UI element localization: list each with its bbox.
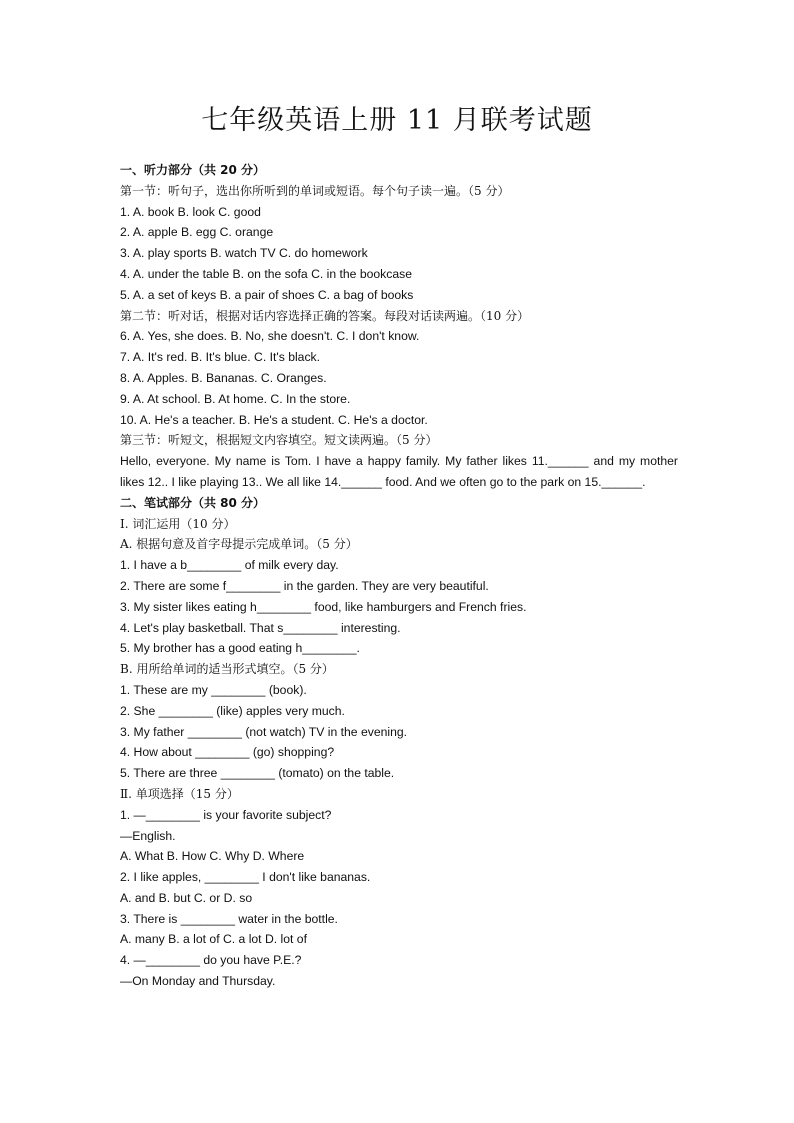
listening-heading: 一、听力部分（共 20 分） bbox=[120, 163, 266, 177]
answer-line: —On Monday and Thursday. bbox=[120, 974, 276, 989]
vocab-a-instruction: A. 根据句意及首字母提示完成单词。（5 分） bbox=[120, 537, 358, 552]
options-line: A. and B. but C. or D. so bbox=[120, 890, 253, 905]
question-line: 3. There is ________ water in the bottle. bbox=[120, 911, 338, 926]
exam-content bbox=[120, 160, 678, 992]
question-line: 2. I like apples, ________ I don't like bananas. bbox=[120, 870, 371, 885]
exam-title: 七年级英语上册 11 月联考试题 bbox=[201, 105, 593, 136]
question-line: 5. A. a set of keys B. a pair of shoes C. a bag of books bbox=[120, 287, 414, 302]
question-line: 2. There are some f________ in the garden. They are very beautiful. bbox=[120, 578, 489, 593]
vocab-b-instruction: B. 用所给单词的适当形式填空。（5 分） bbox=[120, 662, 334, 677]
question-line: 1. I have a b________ of milk every day. bbox=[120, 558, 339, 573]
question-line: 5. There are three ________ (tomato) on the table. bbox=[120, 766, 395, 781]
question-line: 10. A. He's a teacher. B. He's a student. C. He's a doctor. bbox=[120, 412, 428, 427]
question-line: 4. A. under the table B. on the sofa C. in the bookcase bbox=[120, 266, 413, 281]
question-line: 2. She ________ (like) apples very much. bbox=[120, 703, 345, 718]
question-line: 6. A. Yes, she does. B. No, she doesn't. C. I don't know. bbox=[120, 329, 420, 344]
question-line: 4. —________ do you have P.E.? bbox=[120, 953, 302, 968]
question-line: 9. A. At school. B. At home. C. In the store. bbox=[120, 391, 351, 406]
answer-line: —English. bbox=[120, 828, 176, 843]
vocab-heading: Ⅰ. 词汇运用（10 分） bbox=[120, 516, 236, 531]
question-line: 1. These are my ________ (book). bbox=[120, 682, 307, 697]
question-line: 5. My brother has a good eating h________. bbox=[120, 641, 360, 656]
listening-passage: Hello, everyone. My name is Tom. I have a happy family. My father likes 11.______ and my mother likes 12.. I like playing 13.. We all like 14.______ food. And we often go to the park on 15.______. bbox=[120, 454, 678, 489]
question-line: 8. A. Apples. B. Bananas. C. Oranges. bbox=[120, 370, 327, 385]
question-line: 1. —________ is your favorite subject? bbox=[120, 807, 332, 822]
section2-instruction: 第二节：听对话，根据对话内容选择正确的答案。每段对话读两遍。（10 分） bbox=[120, 308, 530, 323]
question-line: 1. A. book B. look C. good bbox=[120, 204, 261, 219]
question-line: 3. My father ________ (not watch) TV in the evening. bbox=[120, 724, 408, 739]
section1-instruction: 第一节：听句子，选出你所听到的单词或短语。每个句子读一遍。（5 分） bbox=[120, 183, 510, 198]
question-line: 4. Let's play basketball. That s________ interesting. bbox=[120, 620, 401, 635]
question-line: 2. A. apple B. egg C. orange bbox=[120, 225, 274, 240]
question-line: 4. How about ________ (go) shopping? bbox=[120, 745, 335, 760]
section3-instruction: 第三节：听短文，根据短文内容填空。短文读两遍。（5 分） bbox=[120, 433, 438, 448]
choice-heading: Ⅱ. 单项选择（15 分） bbox=[120, 786, 239, 801]
options-line: A. many B. a lot of C. a lot D. lot of bbox=[120, 932, 307, 947]
options-line: A. What B. How C. Why D. Where bbox=[120, 849, 305, 864]
written-heading: 二、笔试部分（共 80 分） bbox=[120, 495, 266, 510]
question-line: 3. My sister likes eating h________ food, like hamburgers and French fries. bbox=[120, 599, 527, 614]
question-line: 7. A. It's red. B. It's blue. C. It's black. bbox=[120, 350, 321, 365]
question-line: 3. A. play sports B. watch TV C. do homework bbox=[120, 246, 368, 261]
